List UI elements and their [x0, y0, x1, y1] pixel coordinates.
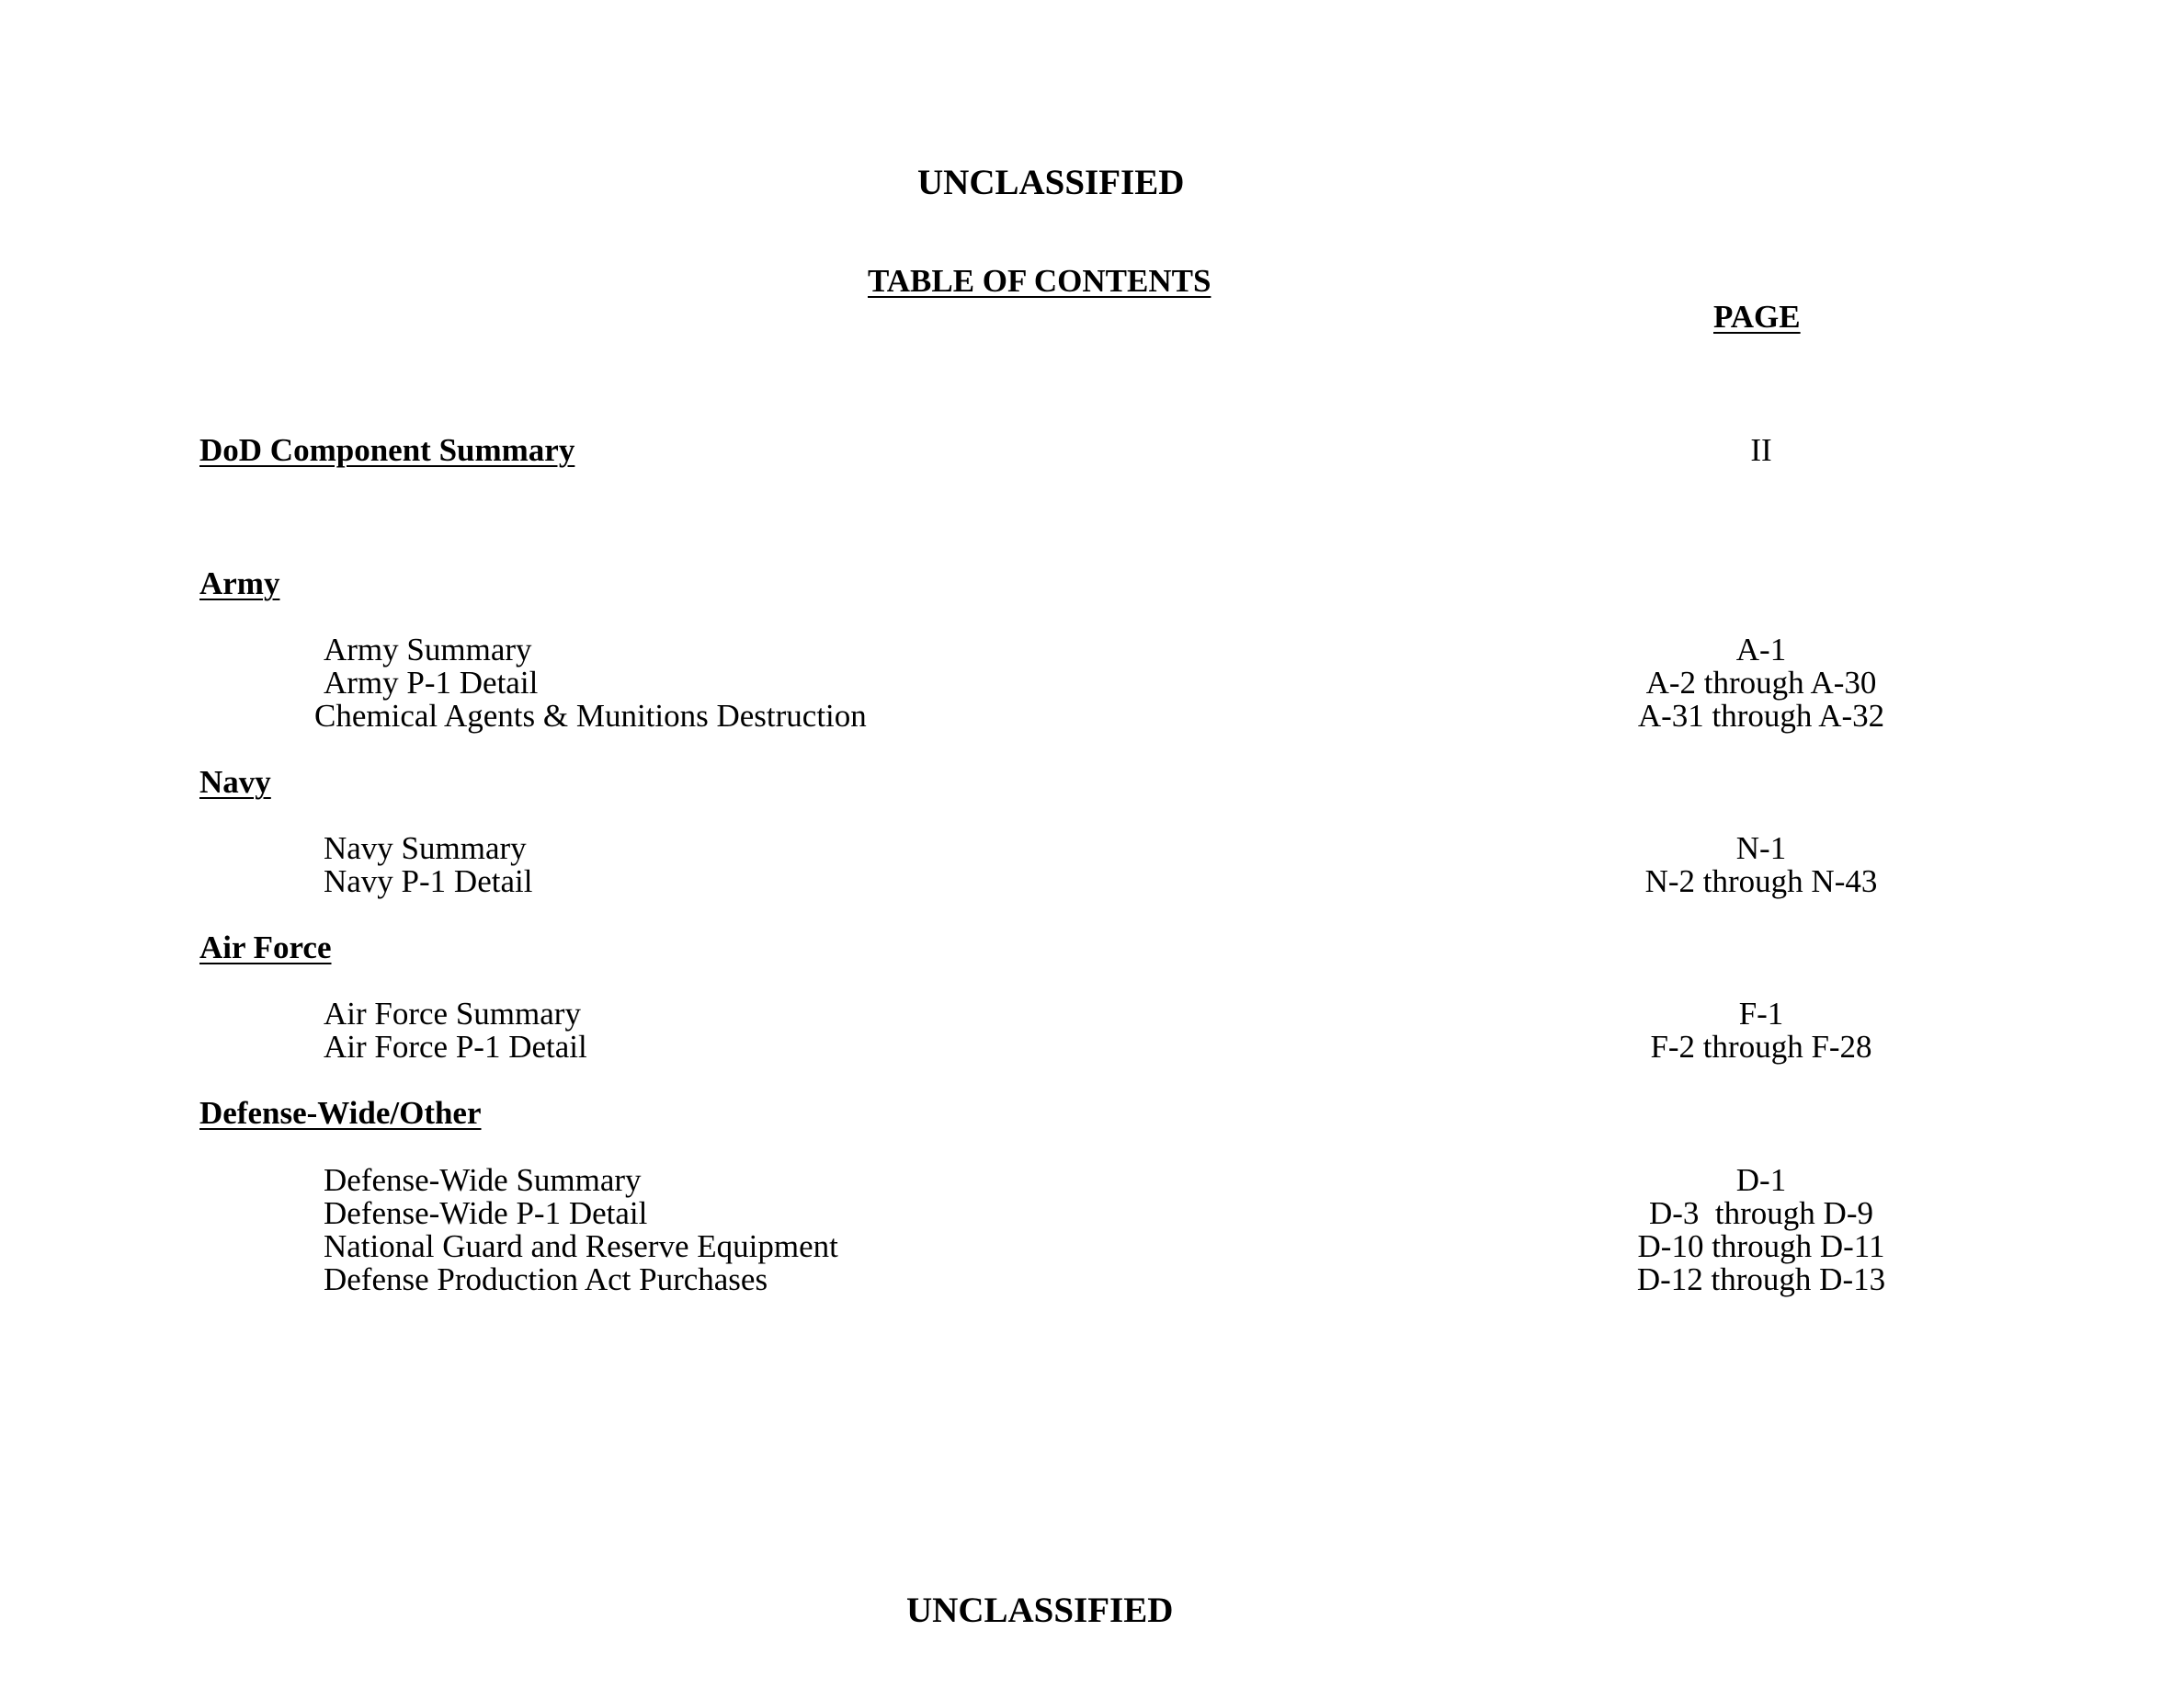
section-dod-component-summary[interactable]: DoD Component Summary [199, 432, 575, 468]
toc-entry-chemical-agents[interactable]: Chemical Agents & Munitions Destruction [314, 698, 867, 734]
toc-entry-navy-p1-detail[interactable]: Navy P-1 Detail [324, 863, 533, 899]
page-ref-defense-wide-p1-detail: D-3 through D-9 [1649, 1195, 1873, 1231]
toc-entry-air-force-summary[interactable]: Air Force Summary [324, 996, 581, 1032]
toc-entry-defense-production-act[interactable]: Defense Production Act Purchases [324, 1261, 768, 1297]
page-ref-navy-summary: N-1 [1735, 830, 1787, 866]
page-column-header: PAGE [1713, 299, 1801, 335]
section-navy[interactable]: Navy [199, 764, 271, 800]
section-defense-wide-other[interactable]: Defense-Wide/Other [199, 1095, 482, 1131]
top-classification-banner [0, 129, 2184, 200]
page-ref-defense-production-act: D-12 through D-13 [1636, 1261, 1886, 1297]
page-ref-air-force-summary: F-1 [1738, 996, 1784, 1032]
page-ref-chemical-agents: A-31 through A-32 [1637, 698, 1885, 734]
page-ref-army-p1-detail: A-2 through A-30 [1645, 665, 1877, 701]
page-ref-air-force-p1-detail: F-2 through F-28 [1650, 1029, 1872, 1065]
bottom-classification-text: UNCLASSIFIED [906, 1591, 1174, 1630]
page-ref-national-guard-reserve: D-10 through D-11 [1637, 1228, 1885, 1264]
toc-entry-national-guard-reserve[interactable]: National Guard and Reserve Equipment [324, 1228, 838, 1264]
dod-page-ref: II [1750, 432, 1772, 468]
toc-entry-army-p1-detail[interactable]: Army P-1 Detail [324, 665, 539, 701]
toc-entry-air-force-p1-detail[interactable]: Air Force P-1 Detail [324, 1029, 587, 1065]
toc-entry-navy-summary[interactable]: Navy Summary [324, 830, 527, 866]
bottom-classification-banner [0, 1557, 2184, 1628]
page-ref-army-summary: A-1 [1735, 632, 1787, 667]
toc-entry-defense-wide-summary[interactable]: Defense-Wide Summary [324, 1162, 642, 1198]
toc-entry-army-summary[interactable]: Army Summary [324, 632, 532, 667]
toc-entry-defense-wide-p1-detail[interactable]: Defense-Wide P-1 Detail [324, 1195, 648, 1231]
toc-title-row [0, 233, 2184, 297]
toc-title: TABLE OF CONTENTS [868, 263, 1211, 299]
page-ref-navy-p1-detail: N-2 through N-43 [1644, 863, 1878, 899]
page-ref-defense-wide-summary: D-1 [1735, 1162, 1787, 1198]
section-army[interactable]: Army [199, 565, 280, 601]
section-air-force[interactable]: Air Force [199, 930, 332, 965]
top-classification-text: UNCLASSIFIED [917, 163, 1185, 202]
